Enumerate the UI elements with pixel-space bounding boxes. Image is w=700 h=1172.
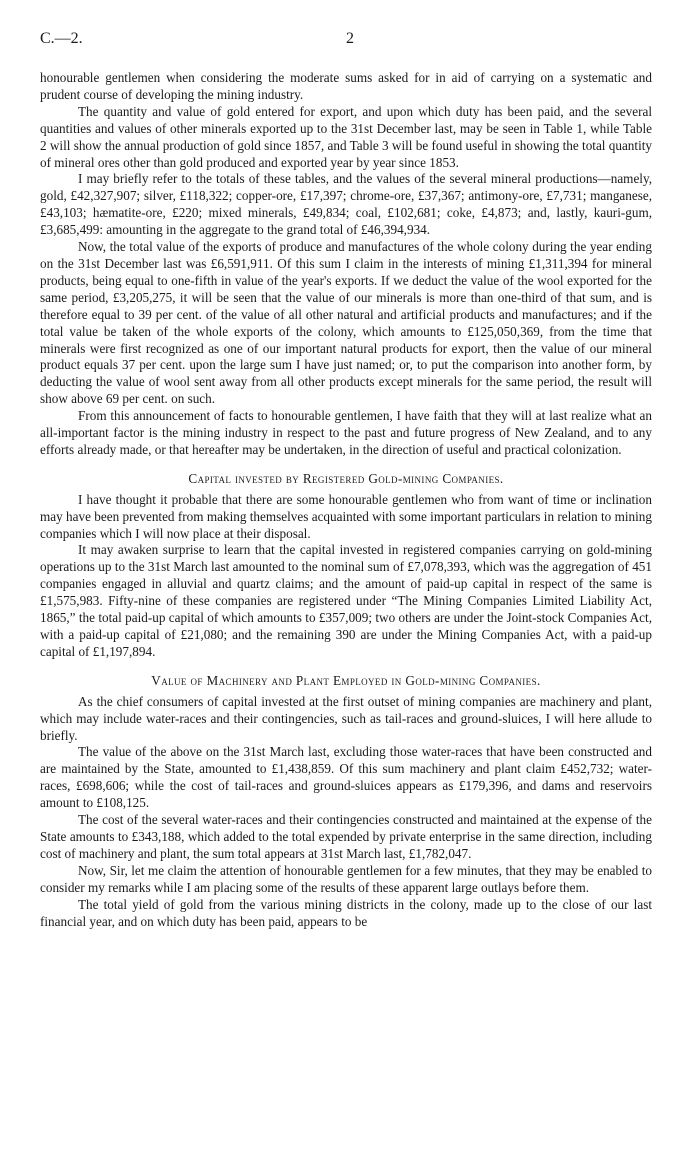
body-text: [40, 70, 652, 930]
paragraph: I have thought it probable that there are some honourable gentlemen who from want of time or inclination may have been prevented from making themselves acquainted with some important particulars in relation to mining companies which I will now place at their disposal.: [40, 491, 652, 541]
paragraph: I may briefly refer to the totals of these tables, and the values of the several mineral productions—namely, gold, £42,327,907; silver, £118,322; copper-ore, £17,397; chrome-ore, £37,367; antimony-ore, £7,731; manganese, £43,103; hæmatite-ore, £220; mixed minerals, £49,834; coal, £102,681; coke, £4,873; and, lastly, kauri-gum, £3,685,499: amounting in the aggregate to the grand total of £46,394,934.: [40, 171, 652, 238]
paragraph: The total yield of gold from the various mining districts in the colony, made up to the close of our last financial year, and on which duty has been paid, appears to be: [40, 896, 652, 929]
document-reference: C.—2.: [40, 30, 83, 47]
paragraph: The quantity and value of gold entered for export, and upon which duty has been paid, and the several quantities and values of other minerals exported up to the 31st December last, may be seen in Table 1, while Table 2 will show the annual production of gold since 1857, and Table 3 will be found useful in showing the total quantity of mineral ores other than gold produced and exported year by year since 1853.: [40, 103, 652, 170]
page-header: [40, 30, 660, 52]
paragraph: As the chief consumers of capital invested at the first outset of mining companies are machinery and plant, which may include water-races and their contingencies, such as tail-races and ground-sluices, I will here allude to briefly.: [40, 693, 652, 743]
paragraph: honourable gentlemen when considering the moderate sums asked for in aid of carrying on a systematic and prudent course of developing the mining industry.: [40, 70, 652, 102]
paragraph: The cost of the several water-races and their contingencies constructed and maintained at the expense of the State amounts to £343,188, which added to the total expended by private enterprise in the same direction, including cost of machinery and plant, the sum total appears at 31st March last, £1,782,047.: [40, 812, 652, 861]
page-number: 2: [346, 30, 354, 47]
paragraph: From this announcement of facts to honourable gentlemen, I have faith that they will at last realize what an all-important factor is the mining industry in respect to the past and future progress of New Zealand, and to any efforts already made, or that hereafter may be undertaken, in the direction of useful and practical colonization.: [40, 408, 652, 457]
paragraph: Now, the total value of the exports of produce and manufactures of the whole colony during the year ending on the 31st December last was £6,591,911. Of this sum I claim in the interests of mining £1,311,394 for mineral products, being equal to one-fifth in value of the year's exports. If we deduct the value of the wool exported for the same period, £3,205,275, it will be seen that the value of our minerals is more than one-third of that sum, and is therefore equal to 39 per cent. of the value of all other natural and artificial products and manufactures; and if the total value be taken of the whole exports of the colony, which amounts to £125,050,369, from the time that minerals were first recognized as one of our important natural products for export, then the value of our mineral product equals 37 per cent. upon the large sum I have just named; or, to put the comparison into another form, by deducting the value of wool sent away from all other products except minerals for the same period, the result will show above 69 per cent. on such.: [40, 239, 652, 407]
paragraph: Now, Sir, let me claim the attention of honourable gentlemen for a few minutes, that they may be enabled to consider my remarks while I am placing some of the results of these apparent large outlays before them.: [40, 862, 652, 895]
paragraph: The value of the above on the 31st March last, excluding those water-races that have been constructed and are maintained by the State, amounted to £1,438,859. Of this sum machinery and plant claim £452,732; water-races, £698,606; while the cost of tail-races and ground-sluices appears as £179,396, and dams and reservoirs amount to £108,125.: [40, 744, 652, 811]
section-heading-capital: Capital invested by Registered Gold-mining Companies.: [188, 470, 504, 486]
paragraph: It may awaken surprise to learn that the capital invested in registered companies carrying on gold-mining operations up to the 31st March last amounted to the nominal sum of £7,078,393, which was the aggregation of 451 companies engaged in alluvial and quartz claims; and the amount of paid-up capital in respect of the same is £1,575,983. Fifty-nine of these companies are registered under “The Mining Companies Limited Liability Act, 1865,” the total paid-up capital of which amounts to £357,009; two others are under the Joint-stock Companies Act, with a paid-up capital of £21,080; and the remaining 390 are under the Mining Companies Act, with a paid-up capital of £1,197,894.: [40, 542, 652, 659]
section-heading-machinery: Value of Machinery and Plant Employed in Gold-mining Companies.: [151, 672, 541, 688]
